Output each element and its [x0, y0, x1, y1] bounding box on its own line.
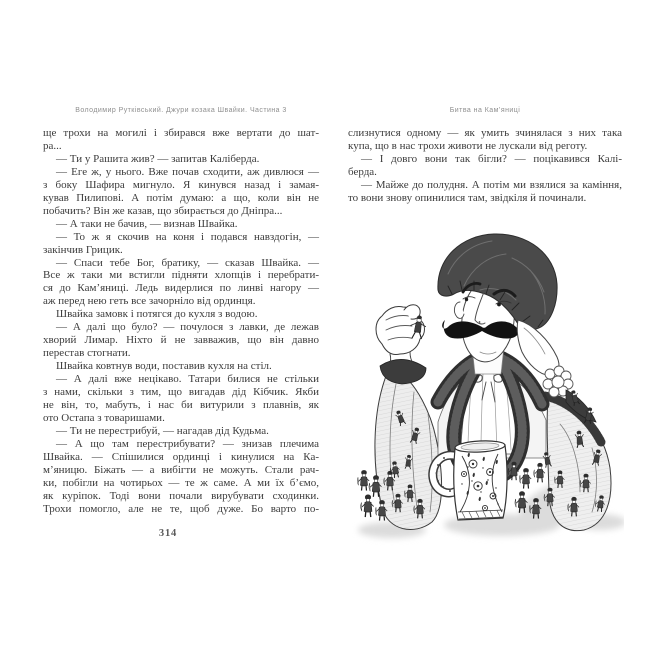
text-line: слизнутися одному — як умить зчинялася з них така	[348, 127, 622, 139]
text-line: Все ж таки ми встигли підняти хлопців і перебрати-	[43, 269, 319, 282]
text-line: ся до Кам’яниці. Ледь видерлися по линві нагору —	[43, 282, 319, 295]
text-line: закінчив Грицик.	[43, 243, 123, 256]
text-line: — А далі вже нецікаво. Татари билися не стільки	[56, 373, 319, 386]
text-line: кував Пилипові. А потім думаю: а що, коли він не	[43, 191, 319, 204]
text-line: як куріпок. Тоді вони почали вирубувати сходинки.	[43, 489, 319, 502]
text-line: — Ти не перестрибуй, — нагадав дід Кудьма.	[56, 424, 269, 437]
text-line: — Спаси тебе Бог, братику, — сказав Швайка. —	[56, 256, 319, 269]
text-line: з нами, скільки з тим, що вигадав дід Кібчик. Якби	[43, 386, 319, 399]
ceramic-mug	[433, 440, 507, 520]
text-line: — То ж я скочив на коня і подався навздогін, —	[56, 230, 319, 243]
text-line: ра...	[43, 139, 62, 152]
text-line: — А таки не бачив, — визнав Швайка.	[56, 217, 238, 230]
cossack-illustration	[352, 224, 624, 560]
text-line: купа, що в нас трохи животи не лускали від реготу.	[348, 139, 588, 152]
text-line: то вони знову опинилися там, звідкіля й починали.	[348, 191, 587, 204]
text-line: ки, побігли на чотирьох — те ж саме. А ми їх б’ємо,	[43, 476, 319, 489]
text-line: — Ти у Рашита жив? — запитав Каліберда.	[56, 152, 260, 165]
text-line: аж перед нею геть все зачорніло від ординця.	[43, 295, 256, 308]
text-line: Швайка замовк і потягся до кухля з водою.	[56, 308, 258, 321]
text-line: не він, то, мабуть, і нас би витурили з плавнів, як	[43, 399, 319, 412]
text-line: ще трохи на могилі і збирався вже вертати до шат-	[43, 127, 319, 139]
left-page-text	[43, 127, 319, 516]
text-line: Швайка. — Спішилися ординці і кинулися на Ка-	[43, 450, 319, 463]
text-line: — Майже до полудня. А потім ми взялися за каміння,	[361, 178, 622, 191]
text-line: з боку Шафира мигнуло. Я кинувся назад і замая-	[43, 178, 319, 191]
text-line: Швайка ковтнув води, поставив кухля на стіл.	[56, 360, 272, 373]
text-line: побачить? Він же казав, що збирається до Дніпра...	[43, 204, 283, 217]
left-running-head: Володимир Рутківський. Джури козака Швайки. Частина 3	[75, 107, 287, 114]
text-line: Трохи помогло, але не те, щоб дуже. Бо варто по-	[43, 502, 319, 515]
left-page-number: 314	[158, 528, 178, 539]
text-line: — А що там перестрибувати? — знизав плечима	[56, 437, 319, 450]
text-line: — А далі що було? — почулося з лавки, де лежав	[56, 321, 319, 334]
text-line: ото Остапа з товаришами.	[43, 411, 165, 424]
text-line: хворий Лимар. Ніхто й не завважив, що він давно	[43, 334, 319, 347]
right-page-text	[348, 127, 622, 205]
text-line: берда.	[348, 165, 377, 178]
right-running-head: Битва на Кам’яниці	[449, 107, 521, 114]
text-line: перестав стогнати.	[43, 347, 131, 360]
text-line: — Еге ж, у нього. Вже почав сходити, аж дивлюся —	[56, 165, 319, 178]
text-line: — І довго вони так бігли? — поцікавився Калі-	[361, 152, 622, 165]
text-line: м’яницю. Біжать — а вибігти не можуть. Стали рач-	[43, 463, 319, 476]
